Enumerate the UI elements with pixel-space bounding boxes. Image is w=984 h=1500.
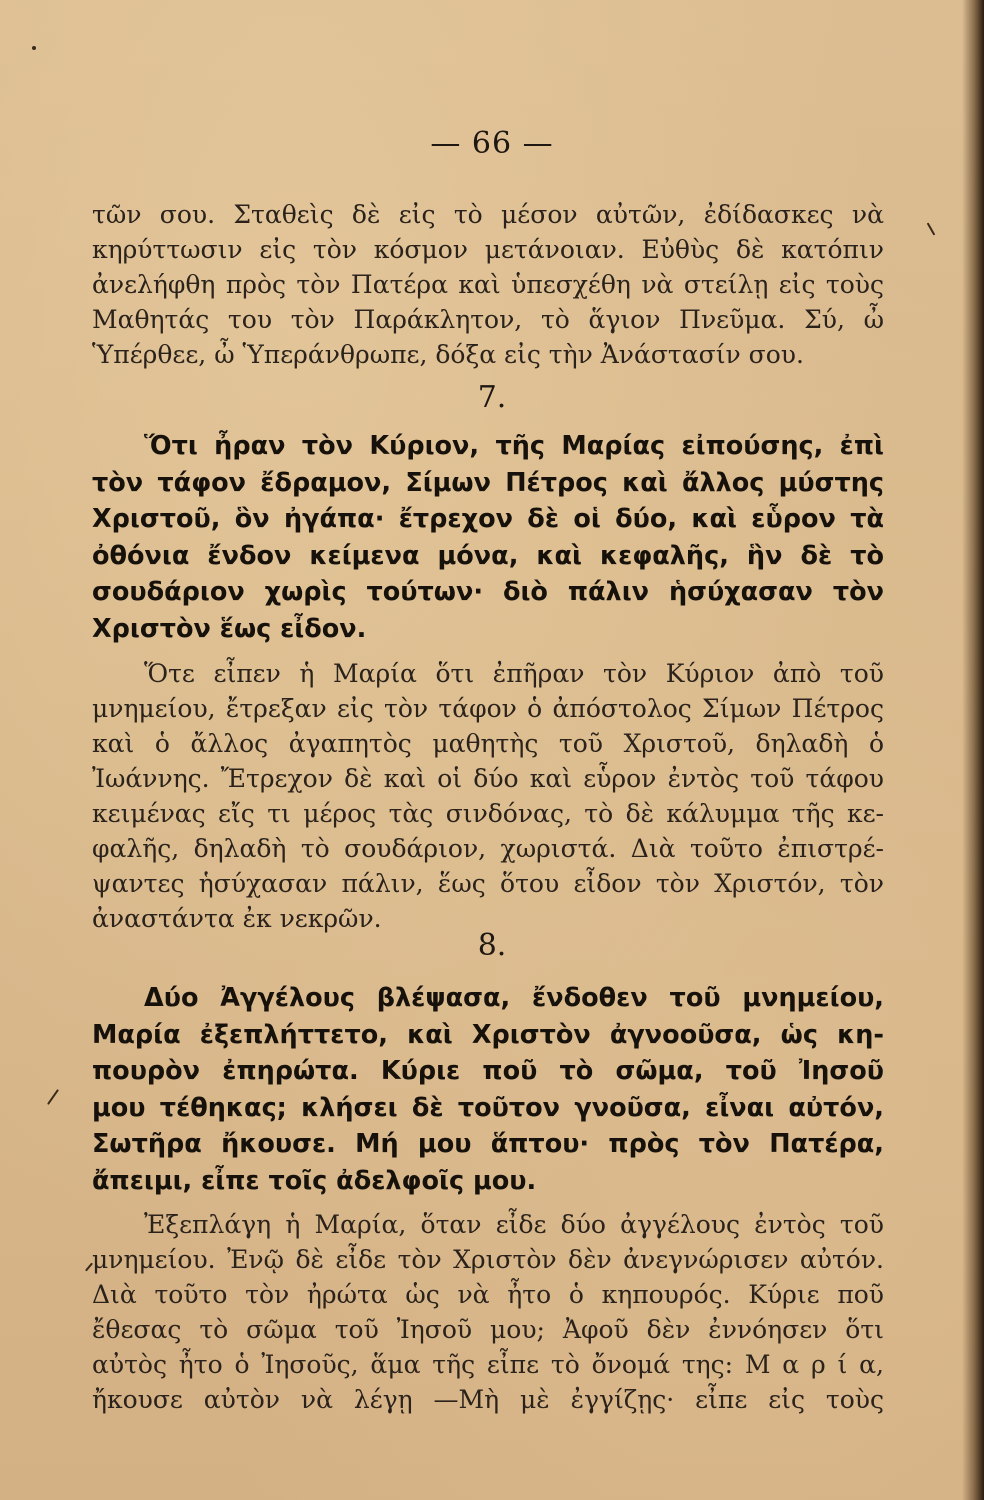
hymn-line: Δύο Ἀγγέλους βλέψασα, ἔνδοθεν τοῦ μνημείου,: [144, 983, 884, 1013]
text-line: αὐτὸς ἦτο ὁ Ἰησοῦς, ἅμα τῆς εἶπε τὸ ὄνομά της: Μ α ρ ί α,: [92, 1350, 884, 1379]
text-line: μνημείου, ἔτρεξαν εἰς τὸν τάφον ὁ ἀπόστολος Σίμων Πέτρος: [92, 694, 884, 723]
hymn-line: Χριστοῦ, ὃν ἠγάπα· ἔτρεχον δὲ οἱ δύο, καὶ εὗρον τὰ: [92, 504, 884, 534]
text-line: Μαθητάς του τὸν Παράκλητον, τὸ ἅγιον Πνεῦμα. Σύ, ὦ: [92, 305, 884, 334]
text-line: κειμένας εἴς τι μέρος τὰς σινδόνας, τὸ δὲ κάλυμμα τῆς κε-: [92, 799, 884, 828]
explanation-8: [92, 1207, 884, 1417]
paper-speck: [32, 46, 36, 50]
text-line: ἀναστάντα ἐκ νεκρῶν.: [92, 904, 382, 933]
text-line: Ὑπέρθεε, ὦ Ὑπεράνθρωπε, δόξα εἰς τὴν Ἀνάστασίν σου.: [92, 340, 804, 369]
text-line: Διὰ τοῦτο τὸν ἠρώτα ὡς νὰ ἦτο ὁ κηπουρός. Κύριε ποῦ: [92, 1280, 884, 1309]
hymn-line: Σωτῆρα ἤκουσε. Μή μου ἅπτου· πρὸς τὸν Πατέρα,: [92, 1129, 884, 1159]
text-line: κηρύττωσιν εἰς τὸν κόσμον μετάνοιαν. Εὐθὺς δὲ κατόπιν: [92, 235, 884, 264]
text-line: ἔθεσας τὸ σῶμα τοῦ Ἰησοῦ μου; Ἀφοῦ δὲν ἐννόησεν ὅτι: [92, 1315, 884, 1344]
hymn-line: τὸν τάφον ἔδραμον, Σίμων Πέτρος καὶ ἄλλος μύστης: [92, 467, 884, 498]
hymn-line: Ὅτι ἦραν τὸν Κύριον, τῆς Μαρίας εἰπούσης, ἐπὶ: [144, 431, 884, 461]
text-line: Ὅτε εἶπεν ἡ Μαρία ὅτι ἐπῆραν τὸν Κύριον ἀπὸ τοῦ: [144, 659, 884, 688]
hymn-8: [92, 980, 884, 1199]
hymn-line: μου τέθηκας; κλήσει δὲ τοῦτον γνοῦσα, εἶναι αὐτόν,: [92, 1092, 884, 1123]
page-edge-shadow: [962, 0, 984, 1500]
hymn-line: Χριστὸν ἕως εἶδον.: [92, 613, 367, 644]
text-line: Ἐξεπλάγη ἡ Μαρία, ὅταν εἶδε δύο ἀγγέλους ἐντὸς τοῦ: [144, 1210, 884, 1239]
hymn-line: πουρὸν ἐπηρώτα. Κύριε ποῦ τὸ σῶμα, τοῦ Ἰησοῦ: [92, 1056, 884, 1086]
paper-speck: [47, 1089, 59, 1105]
page-number: — 66 —: [430, 126, 554, 161]
explanation-7: [92, 656, 884, 936]
paragraph-continued: [92, 197, 884, 372]
text-line: ἀνελήφθη πρὸς τὸν Πατέρα καὶ ὑπεσχέθη νὰ στείλῃ εἰς τοὺς: [92, 270, 884, 299]
hymn-7: [92, 428, 884, 647]
text-line: τῶν σου. Σταθεὶς δὲ εἰς τὸ μέσον αὐτῶν, ἐδίδασκες νὰ: [92, 200, 884, 229]
hymn-line: σουδάριον χωρὶς τούτων· διὸ πάλιν ἡσύχασαν τὸν: [92, 577, 884, 607]
paper-speck: [927, 222, 936, 235]
text-line: ἤκουσε αὐτὸν νὰ λέγῃ —Μὴ μὲ ἐγγίζῃς· εἶπε εἰς τοὺς: [92, 1385, 884, 1414]
text-line: καὶ ὁ ἄλλος ἀγαπητὸς μαθητὴς τοῦ Χριστοῦ, δηλαδὴ ὁ: [92, 729, 884, 758]
hymn-line: ὀθόνια ἔνδον κείμενα μόνα, καὶ κεφαλῆς, ἣν δὲ τὸ: [92, 540, 884, 571]
text-line: ψαντες ἡσύχασαν πάλιν, ἕως ὅτου εἶδον τὸν Χριστόν, τὸν: [92, 869, 884, 898]
text-line: φαλῆς, δηλαδὴ τὸ σουδάριον, χωριστά. Διὰ τοῦτο ἐπιστρέ-: [92, 834, 884, 863]
section-number-7: 7.: [477, 380, 507, 415]
section-number-8: 8.: [477, 928, 507, 963]
text-line: μνημείου. Ἐνῷ δὲ εἶδε τὸν Χριστὸν δὲν ἀνεγνώρισεν αὐτόν.: [92, 1245, 884, 1274]
text-line: Ἰωάννης. Ἔτρεχον δὲ καὶ οἱ δύο καὶ εὗρον ἐντὸς τοῦ τάφου: [92, 764, 884, 793]
hymn-line: ἄπειμι, εἶπε τοῖς ἀδελφοῖς μου.: [92, 1165, 537, 1196]
hymn-line: Μαρία ἐξεπλήττετο, καὶ Χριστὸν ἀγνοοῦσα, ὡς κη-: [92, 1019, 884, 1050]
